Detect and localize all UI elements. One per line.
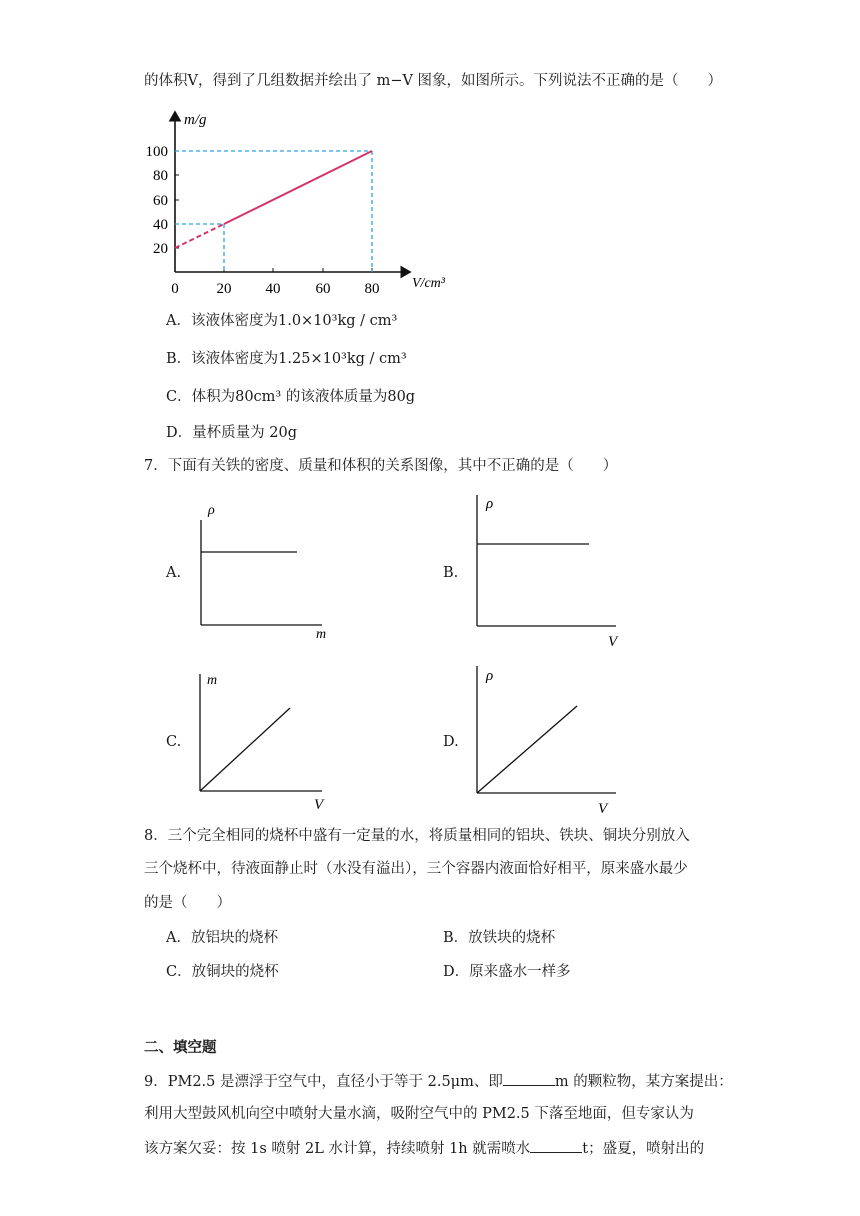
x-axis-label: V/cm³ — [412, 276, 445, 291]
q7-option-c-letter[interactable]: C. — [166, 734, 182, 750]
x-tick-label: 0 — [171, 281, 179, 297]
x-tick-label: 60 — [315, 281, 331, 297]
q6-option-d[interactable]: D．量杯质量为 20g — [166, 425, 297, 441]
q7b-y-label: ρ — [486, 496, 494, 512]
q9-blank-1[interactable] — [503, 1071, 555, 1086]
series-extrapolated — [175, 224, 224, 248]
y-tick-label: 40 — [153, 217, 168, 233]
q8-line-3: 的是（ ） — [144, 895, 231, 911]
q8-line-2: 三个烧杯中，待液面静止时（水没有溢出），三个容器内液面恰好相平，原来盛水最少 — [144, 861, 688, 877]
q8-option-c[interactable]: C．放铜块的烧杯 — [166, 964, 279, 980]
q6-option-b[interactable]: B．该液体密度为1.25×10³kg / cm³ — [166, 351, 407, 367]
q7c-x-label: V — [314, 797, 324, 813]
q7-option-d-letter[interactable]: D. — [443, 734, 459, 750]
x-tick-label: 80 — [364, 281, 380, 297]
y-tick-label: 80 — [153, 168, 168, 184]
q7c-y-label: m — [207, 673, 218, 688]
q9-line-2: 利用大型鼓风机向空中喷射大量水滴，吸附空气中的 PM2.5 下落至地面，但专家认为 — [144, 1106, 694, 1122]
series-measured — [224, 151, 372, 224]
section-heading: 二、填空题 — [144, 1039, 217, 1056]
q7-stem: 7．下面有关铁的密度、质量和体积的关系图像，其中不正确的是（ ） — [144, 458, 618, 474]
q7-option-b-letter[interactable]: B. — [443, 565, 459, 581]
q6-mv-graph — [140, 104, 470, 300]
q8-line-1: 8．三个完全相同的烧杯中盛有一定量的水，将质量相同的铝块、铁块、铜块分别放入 — [144, 828, 690, 844]
q9-line-1: 9．PM2.5 是漂浮于空气中，直径小于等于 2.5μm、即 m 的颗粒物，某方案提出： — [144, 1071, 733, 1092]
q7-option-a-letter[interactable]: A. — [166, 565, 182, 581]
y-tick-label: 100 — [145, 144, 168, 160]
q6-option-a[interactable]: A．该液体密度为1.0×10³kg / cm³ — [166, 313, 398, 329]
q9-line-3: 该方案欠妥：按 1s 喷射 2L 水计算，持续喷射 1h 就需喷水 t；盛夏，喷射出的 — [144, 1138, 704, 1159]
q7-graph-d[interactable] — [466, 662, 626, 818]
q7-graph-a[interactable] — [190, 500, 340, 642]
x-tick-label: 20 — [216, 281, 232, 297]
x-tick-label: 40 — [265, 281, 281, 297]
q8-option-d[interactable]: D．原来盛水一样多 — [443, 964, 571, 980]
q6-intro: 的体积V，得到了几组数据并绘出了 m−V 图象，如图所示。下列说法不正确的是（ ） — [144, 73, 723, 89]
q7a-y-label: ρ — [208, 503, 215, 518]
q7a-x-label: m — [316, 627, 327, 642]
q9-blank-2[interactable] — [530, 1138, 582, 1153]
q7d-y-label: ρ — [486, 668, 494, 684]
q6-option-c[interactable]: C．体积为80cm³ 的该液体质量为80g — [166, 389, 416, 405]
y-axis-label: m/g — [184, 112, 207, 128]
y-tick-label: 20 — [153, 241, 168, 257]
q7b-x-label: V — [608, 634, 618, 650]
y-tick-label: 60 — [153, 193, 168, 209]
q7d-x-label: V — [598, 801, 608, 817]
q8-option-b[interactable]: B．放铁块的烧杯 — [443, 930, 556, 946]
q7-graph-c[interactable] — [190, 664, 340, 814]
q7-graph-b[interactable] — [466, 490, 626, 650]
q8-option-a[interactable]: A．放铝块的烧杯 — [166, 930, 278, 946]
